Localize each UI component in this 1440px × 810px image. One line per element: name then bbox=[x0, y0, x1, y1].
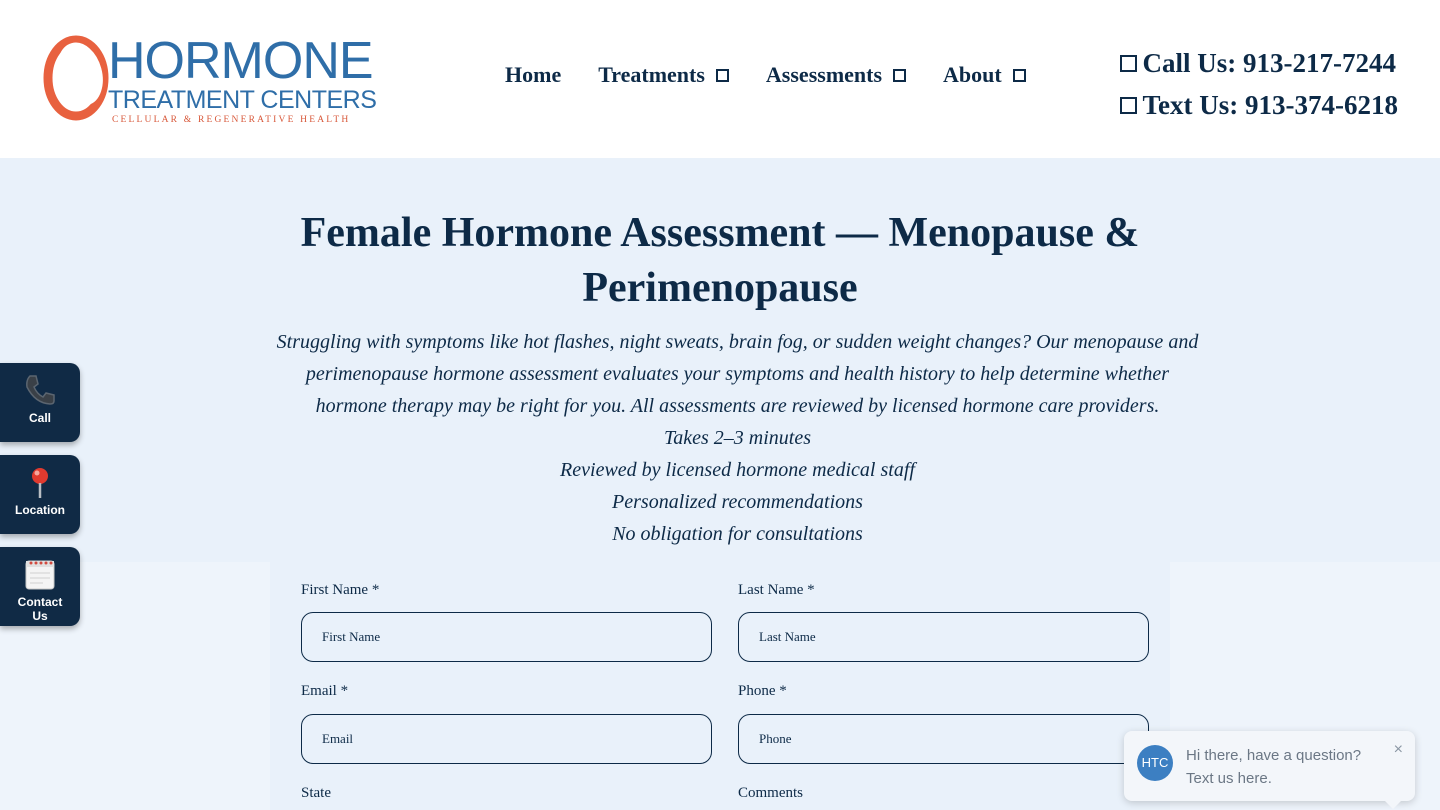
hero-section bbox=[0, 158, 1440, 562]
nav-item-home[interactable] bbox=[505, 62, 561, 88]
first-name-input[interactable] bbox=[301, 612, 712, 662]
email-label: Email * bbox=[301, 683, 349, 699]
side-call-label: Call bbox=[28, 411, 51, 425]
nav-item-label: About bbox=[943, 62, 1002, 87]
phone-input[interactable] bbox=[738, 714, 1149, 764]
description-line: perimenopause hormone assessment evaluates your symptoms and health history to help determine whether bbox=[305, 363, 1170, 385]
logo-tagline: CELLULAR & REGENERATIVE HEALTH bbox=[112, 115, 351, 125]
description-line: hormone therapy may be right for you. All assessments are reviewed by licensed hormone care providers. bbox=[315, 395, 1160, 417]
comments-label: Comments bbox=[738, 785, 804, 801]
nav-item-label: Home bbox=[505, 62, 562, 87]
side-contact-button[interactable] bbox=[0, 547, 80, 626]
nav-item-about[interactable] bbox=[943, 62, 1026, 88]
text-us-text: Text Us: 913-374-6218 bbox=[1142, 89, 1398, 120]
phone-icon bbox=[21, 371, 59, 409]
feature-item: Reviewed by licensed hormone medical staff bbox=[560, 459, 915, 481]
feature-item: Takes 2–3 minutes bbox=[663, 427, 812, 449]
text-us-link[interactable] bbox=[1120, 84, 1399, 126]
logo-ring-icon bbox=[42, 34, 112, 124]
dropdown-icon[interactable] bbox=[716, 69, 729, 82]
nav-item-label: Assessments bbox=[765, 62, 883, 87]
location-pin-icon bbox=[21, 463, 59, 501]
nav-item-label: Treatments bbox=[598, 62, 705, 87]
calendar-icon bbox=[21, 555, 59, 593]
feature-item: Personalized recommendations bbox=[612, 491, 863, 513]
page-title-line2: Perimenopause bbox=[582, 265, 858, 311]
state-label: State bbox=[301, 785, 331, 801]
last-name-label: Last Name * bbox=[738, 582, 815, 598]
page-title bbox=[220, 206, 1220, 316]
chat-tail bbox=[1384, 800, 1402, 809]
page-title-line1: Female Hormone Assessment — Menopause & bbox=[300, 210, 1140, 256]
call-us-link[interactable] bbox=[1120, 42, 1399, 84]
logo-main-text: HORMONE bbox=[108, 32, 373, 90]
chat-message bbox=[1186, 744, 1361, 790]
side-contact-label: Contact Us bbox=[17, 595, 63, 623]
description-line: Struggling with symptoms like hot flashes, night sweats, brain fog, or sudden weight changes? Our menopause and bbox=[276, 331, 1199, 353]
chat-line: Hi there, have a question? bbox=[1186, 747, 1362, 764]
message-icon bbox=[1120, 97, 1137, 114]
side-location-label: Location bbox=[15, 503, 65, 517]
call-us-text: Call Us: 913-217-7244 bbox=[1142, 47, 1396, 78]
chat-avatar: HTC bbox=[1137, 745, 1173, 781]
header-contact bbox=[1120, 42, 1399, 126]
phone-label: Phone * bbox=[738, 683, 787, 699]
email-input[interactable] bbox=[301, 714, 712, 764]
dropdown-icon[interactable] bbox=[893, 69, 906, 82]
last-name-input[interactable] bbox=[738, 612, 1149, 662]
main-nav bbox=[505, 62, 1063, 88]
site-logo[interactable] bbox=[42, 32, 377, 130]
nav-item-assessments[interactable] bbox=[766, 62, 906, 88]
phone-icon bbox=[1120, 55, 1137, 72]
first-name-label: First Name * bbox=[301, 582, 380, 598]
side-location-button[interactable] bbox=[0, 455, 80, 534]
side-call-button[interactable] bbox=[0, 363, 80, 442]
assessment-form bbox=[270, 562, 1170, 810]
chat-widget[interactable] bbox=[1124, 731, 1415, 801]
site-header bbox=[0, 0, 1440, 158]
dropdown-icon[interactable] bbox=[1013, 69, 1026, 82]
logo-sub-text: TREATMENT CENTERS bbox=[108, 86, 377, 114]
chat-line: Text us here. bbox=[1186, 770, 1272, 787]
nav-item-treatments[interactable] bbox=[598, 62, 729, 88]
feature-item: No obligation for consultations bbox=[612, 523, 863, 545]
close-icon[interactable]: × bbox=[1393, 741, 1403, 758]
hero-description bbox=[250, 326, 1225, 550]
